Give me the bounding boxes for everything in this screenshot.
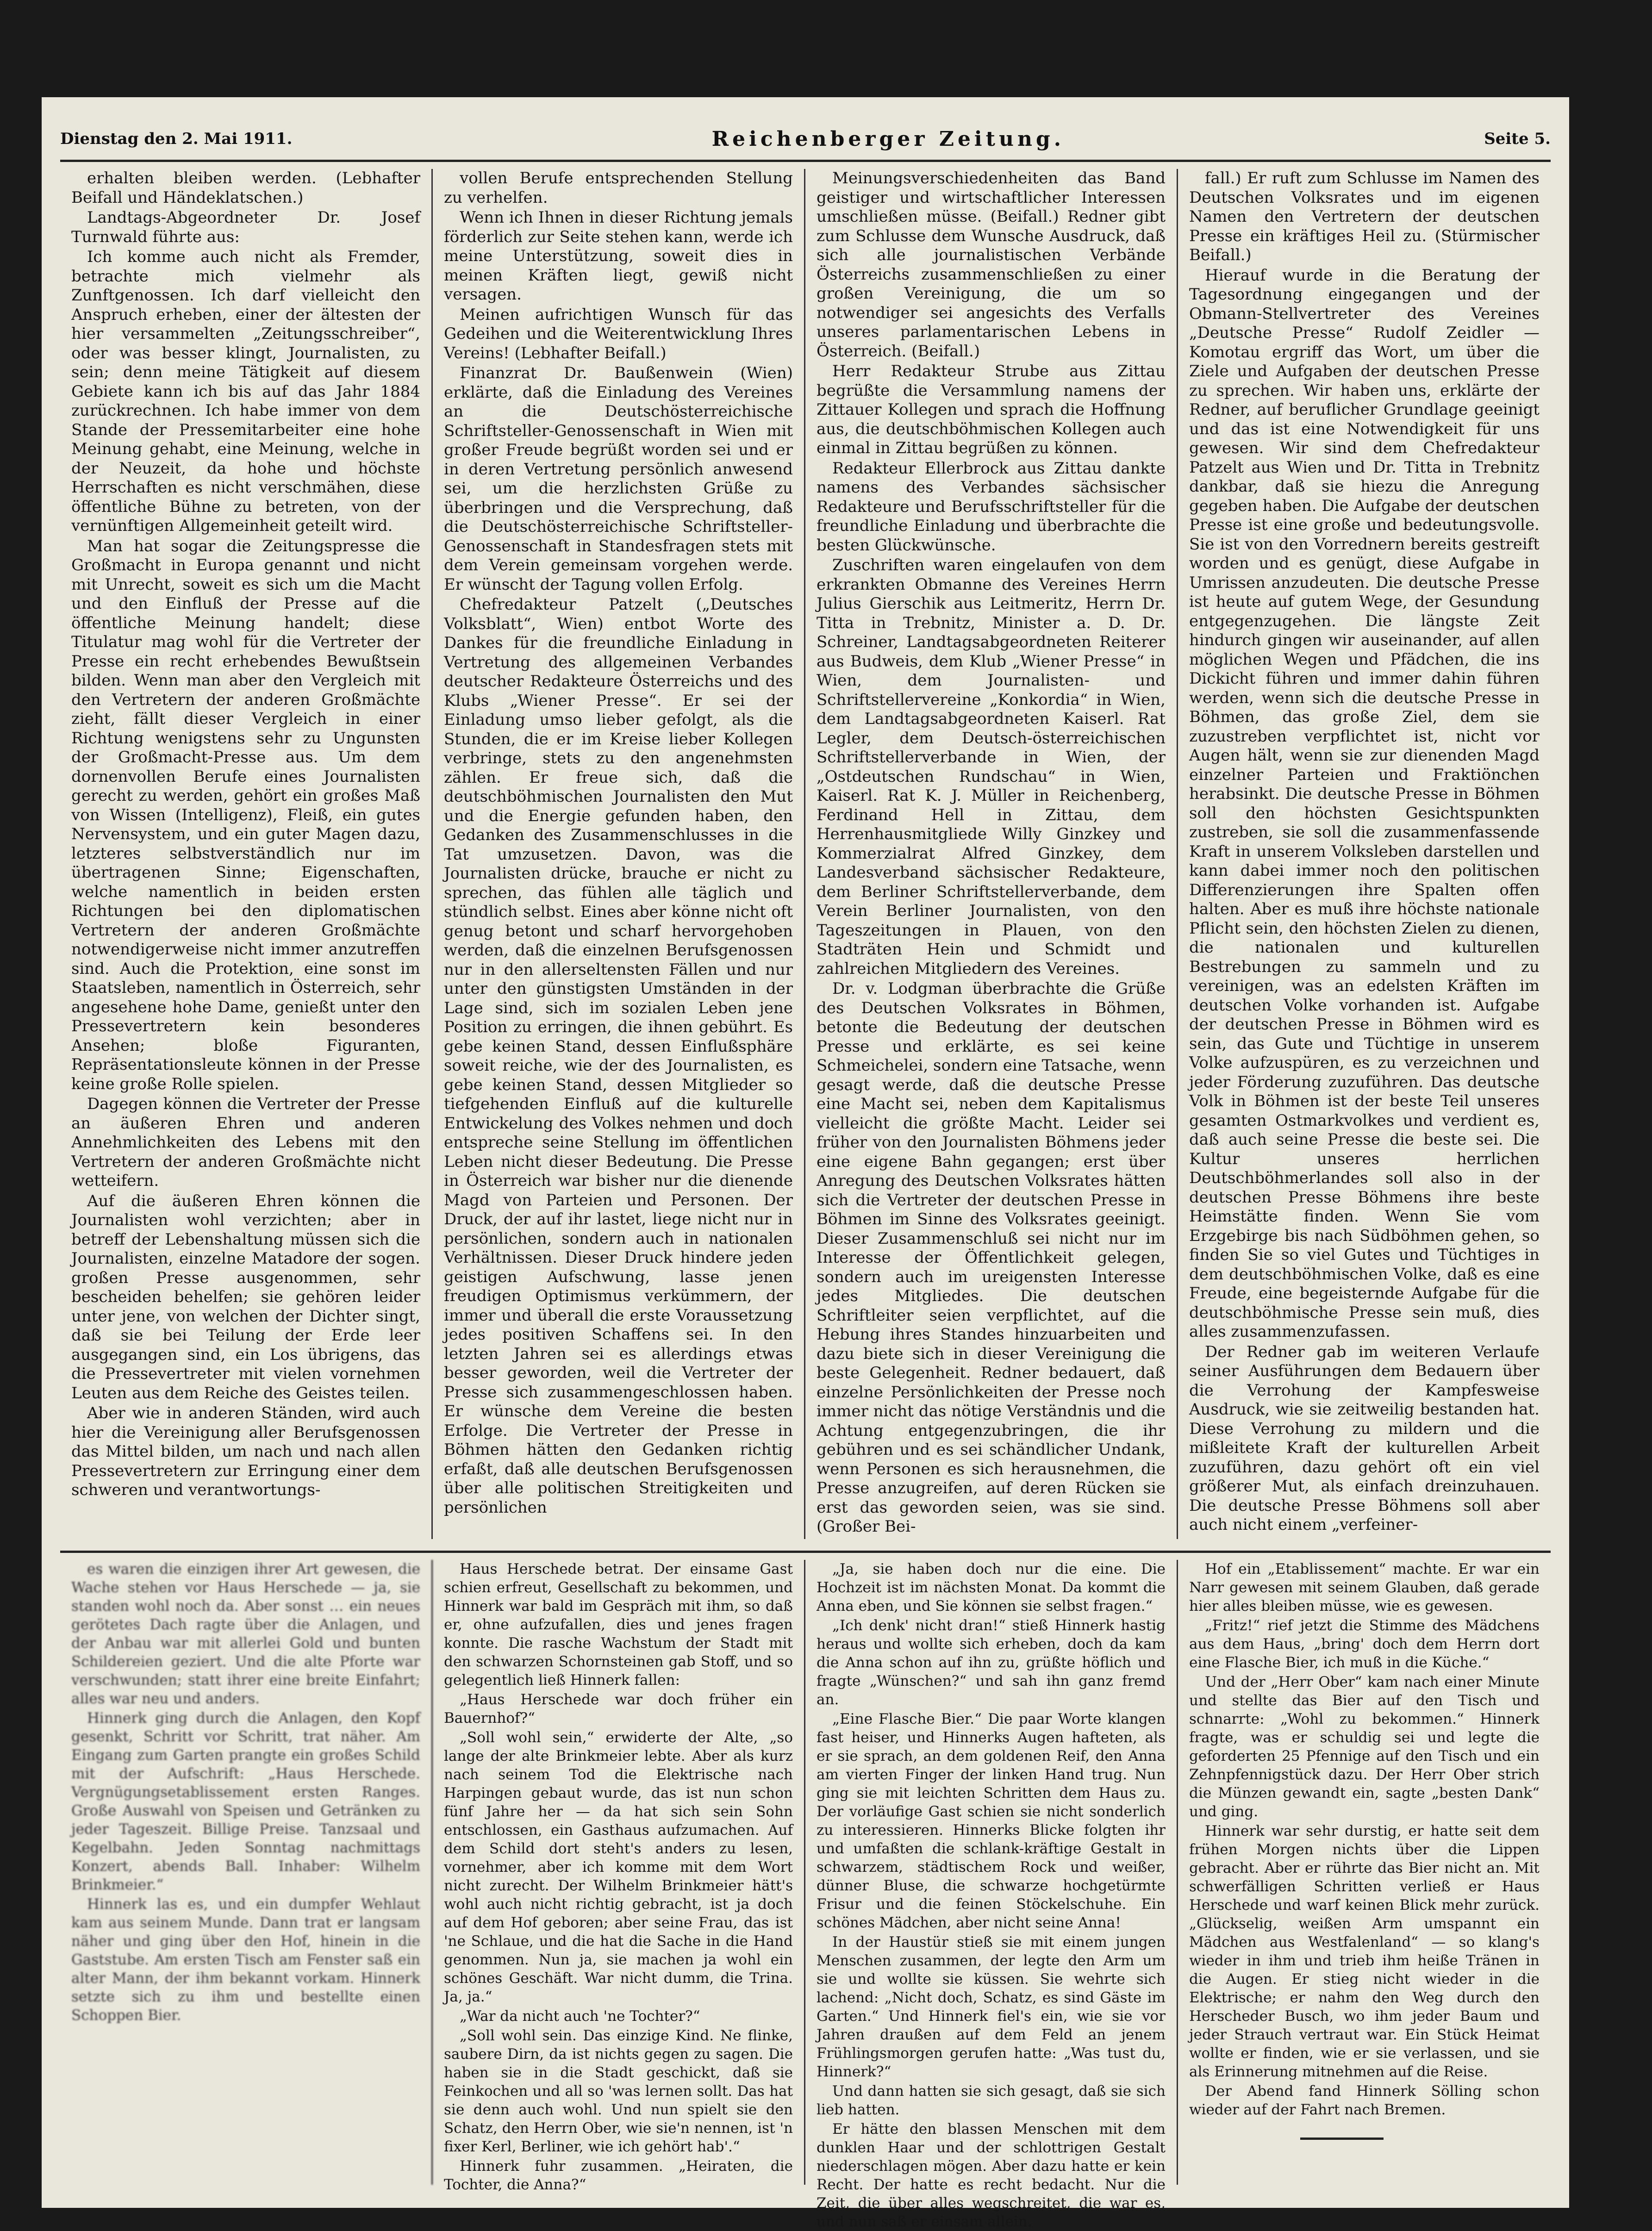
paragraph: Ich komme auch nicht als Fremder, betrachte mich vielmehr als Zunftgenossen. Ich darf vielleicht den Anspruch erheben, einer der ältesten der hier versammelten „Zeitungsschreiber“, oder was besser klingt, Journalisten, zu sein; denn meine Tätigkeit auf diesem Gebiete kann ich bis auf das Jahr 1884 zurückrechnen. Ich habe immer von dem Stande der Pressemitarbeiter eine hohe Meinung gehabt, eine Meinung, welche in der Neuzeit, da hohe und höchste Herrschaften es nicht verschmähen, diese öffentliche Bühne zu betreten, von der vernünftigen Allgemeinheit geteilt wird. [71,248,420,535]
paragraph: Hierauf wurde in die Beratung der Tagesordnung eingegangen und der Obmann-Stellvertreter des Vereines „Deutsche Presse“ Rudolf Zeidler — Komotau ergriff das Wort, um über die Ziele und Aufgaben der deutschen Presse zu sprechen. Wir haben uns, erklärte der Redner, auf beruflicher Grundlage geeinigt und das ist eine Notwendigkeit für uns gewesen. Wir sind dem Chefredakteur Patzelt aus Wien und Dr. Titta in Trebnitz dankbar, daß sie hiezu die Anregung gegeben haben. Die Aufgabe der deutschen Presse ist eine große und bedeutungsvolle. Sie ist von den Vorrednern bereits gestreift worden und es genügt, diese Aufgabe in Umrissen anzudeuten. Die deutsche Presse ist heute auf gutem Wege, der Gesundung entgegenzugehen. Die längste Zeit hindurch gingen wir auseinander, auf allen möglichen Wegen und Pfädchen, die ins Dickicht führen und immer dahin führen werden, wenn sich die deutsche Presse in Böhmen, das große Ziel, dem sie zuzustreben verpflichtet ist, nicht vor Augen hält, wenn sie zur dienenden Magd einzelner Parteien und Fraktiönchen herabsinkt. Die deutsche Presse in Böhmen soll den höchsten Gesichtspunkten zustreben, sie soll die zusammenfassende Kraft in unserem Volksleben darstellen und kann dabei immer noch den politischen Differenzierungen ihre Spalten offen halten. Aber es muß ihre höchste nationale Pflicht sein, den höchsten Zielen zu dienen, die nationalen und kulturellen Bestrebungen zu sammeln und zu vereinigen, was an edelsten Kräften im deutschen Volke vorhanden ist. Aufgabe der deutschen Presse in Böhmen wird es sein, das Gute und Tüchtige in unserem Volke aufzuspüren, es zu verzeichnen und jeder Förderung zuzuführen. Das deutsche Volk in Böhmen ist der beste Teil unseres gesamten Ostmarkvolkes und verdient es, daß auch seine Presse die beste sei. Die Kultur unseres herrlichen Deutschböhmerlandes soll also in der deutschen Presse Böhmens ihre beste Heimstätte finden. Wenn Sie vom Erzgebirge bis nach Südböhmen gehen, so finden Sie so viel Gutes und Tüchtiges in dem deutschböhmischen Volke, daß es eine Freude, eine begeisternde Aufgabe für die deutschböhmische Presse sein muß, dies alles zusammenzufassen. [1189,266,1540,1341]
paragraph: „Eine Flasche Bier.“ Die paar Worte klangen fast heiser, und Hinnerks Augen hafteten, als er sie sprach, an dem goldenen Reif, den Anna am vierten Finger der linken Hand trug. Nun ging sie mit leichten Schritten dem Haus zu. Der vorläufige Gast schien sie nicht sonderlich zu interessieren. Hinnerks Blicke folgten ihr und umfaßten die schlank-kräftige Gestalt in schwarzem, städtischem Rock und weißer, dünner Bluse, die schwarze hochgetürmte Frisur und die feinen Stöckelschuhe. Ein schönes Mädchen, aber nicht seine Anna! [817,1711,1166,1931]
feuilleton-section [60,1560,1551,2230]
paragraph: es waren die einzigen ihrer Art gewesen, die Wache stehen vor Haus Herschede — ja, sie standen wohl noch da. Aber sonst … ein neues gerötetes Dach ragte über die Anlagen, und der Anbau war mit allerlei Gold und bunten Schildereien geziert. Und die alte Pforte war verschwunden; statt ihrer eine breite Einfahrt; alles war neu und anders. [71,1561,420,1707]
paragraph: Meinungsverschiedenheiten das Band geistiger und wirtschaftlicher Interessen umschließen müsse. (Beifall.) Redner gibt zum Schlusse dem Wunsche Ausdruck, daß sich alle journalistischen Verbände Österreichs zusammenschließen zu einer großen Vereinigung, die um so notwendiger sei angesichts des Verfalls unseres parlamentarischen Lebens in Österreich. (Beifall.) [817,169,1166,361]
paragraph: Und der „Herr Ober“ kam nach einer Minute und stellte das Bier auf den Tisch und schnarrte: „Wohl zu bekommen.“ Hinnerk fragte, was er schuldig sei und legte die geforderten 25 Pfennige auf den Tisch und ein Zehnpfennigstück dazu. Der Herr Ober strich die Münzen gewandt ein, sagte „besten Dank“ und ging. [1189,1674,1540,1820]
paragraph: Hof ein „Etablissement“ machte. Er war ein Narr gewesen mit seinem Glauben, daß gerade hier alles bleiben müsse, wie es gewesen. [1189,1561,1540,1614]
paragraph: Zuschriften waren eingelaufen von dem erkrankten Obmanne des Vereines Herrn Julius Gierschik aus Leitmeritz, Herrn Dr. Titta in Trebnitz, Minister a. D. Dr. Schreiner, Landtagsabgeordneten Reiterer aus Budweis, dem Klub „Wiener Presse“ in Wien, dem Journalisten- und Schriftstellervereine „Konkordia“ in Wien, dem Landtagsabgeordneten Kaiserl. Rat Legler, dem Deutsch-österreichischen Schriftstellerverbande in Wien, der „Ostdeutschen Rundschau“ in Wien, Kaiserl. Rat K. J. Müller in Reichenberg, Ferdinand Hell in Zittau, dem Herrenhausmitgliede Willy Ginzkey und Kommerzialrat Alfred Ginzkey, dem Landesverband sächsischer Redakteure, dem Berliner Schriftstellerverbande, dem Verein Berliner Journalisten, von den Tageszeitungen in Plauen, von den Stadträten Hein und Schmidt und zahlreichen Mitgliedern des Vereines. [817,556,1166,978]
upper-column-3 [805,169,1178,1539]
upper-column-1 [60,169,433,1539]
paragraph: fall.) Er ruft zum Schlusse im Namen des Deutschen Volksrates und im eigenen Namen den Vertretern der deutschen Presse ein kräftiges Heil zu. (Stürmischer Beifall.) [1189,169,1540,264]
paragraph: „War da nicht auch 'ne Tochter?“ [460,2008,700,2025]
feuilleton-column-3 [805,1560,1178,2230]
paragraph: In der Haustür stieß sie mit einem jungen Menschen zusammen, der legte den Arm um sie und wollte sie küssen. Sie wehrte sich lachend: „Nicht doch, Schatz, es sind Gäste im Garten.“ Und Hinnerk fiel's ein, wie sie vor Jahren draußen auf dem Feld an jenem Frühlingsmorgen gerufen hatte: „Was tust du, Hinnerk?“ [817,1934,1166,2080]
paragraph: Auf die äußeren Ehren können die Journalisten wohl verzichten; aber in betreff der Lebenshaltung müssen sich die Journalisten, einzelne Matadore der sogen. großen Presse ausgenommen, sehr bescheiden behelfen; sie gehören leider unter jene, von welchen der Dichter singt, daß sie bei Teilung der Erde leer ausgegangen sind, ein Los übrigens, das die Pressevertreter mit vielen vornehmen Leuten aus dem Reiche des Geistes teilen. [71,1191,420,1402]
upper-section [60,169,1551,1539]
paragraph: erhalten bleiben werden. (Lebhafter Beifall und Händeklatschen.) [71,169,420,207]
paragraph: Der Redner gab im weiteren Verlaufe seiner Ausführungen dem Bedauern über die Verrohung der Kampfesweise Ausdruck, wie sie zeitweilig bestanden hat. Diese Verrohung zu mildern und die mißleitete Kraft der kulturellen Arbeit zuzuführen, dazu gehört oft ein viel größerer Mut, als einfach dreinzuhauen. Die deutsche Presse Böhmens soll aber auch nicht einem „verfeiner- [1189,1342,1540,1534]
paragraph: „Haus Herschede war doch früher ein Bauernhof?“ [444,1691,793,1726]
paragraph: Hinnerk fuhr zusammen. „Heiraten, die Tochter, die Anna?“ [444,2158,793,2193]
feuilleton-column-2 [433,1560,805,2193]
issue-date: Dienstag den 2. Mai 1911. [60,130,293,148]
paragraph: Und dann hatten sie sich gesagt, daß sie sich lieb hatten. [817,2083,1166,2118]
paragraph: „Fritz!“ rief jetzt die Stimme des Mädchens aus dem Haus, „bring' doch dem Herrn dort eine Flasche Bier, ich muß in die Küche.“ [1189,1617,1540,1671]
paragraph: Hinnerk las es, und ein dumpfer Wehlaut kam aus seinem Munde. Dann trat er langsam näher und ging über den Hof, hinein in die Gaststube. Am ersten Tisch am Fenster saß ein alter Mann, der ihm bekannt vorkam. Hinnerk setzte sich zu ihm und bestellte einen Schoppen Bier. [71,1896,420,2024]
paragraph: Redakteur Ellerbrock aus Zittau dankte namens des Verbandes sächsischer Redakteure und Berufsschriftsteller für die freundliche Einladung und überbrachte die besten Glückwünsche. [817,459,1166,555]
feuilleton-column-1 [60,1560,433,2185]
feuilleton-column-4 [1178,1560,1551,2185]
paragraph: Hinnerk war sehr durstig, er hatte seit dem frühen Morgen nichts über die Lippen gebracht. Aber er rührte das Bier nicht an. Mit schwerfälligen Schritten verließ er Haus Herschede und warf keinen Blick mehr zurück. „Glückselig, weißen Arm umspannt ein Mädchen aus Westfalenland“ — so klang's wieder in ihm und trieb ihm heiße Tränen in die Augen. Er stieg nicht wieder in die Elektrische; er nahm den Weg durch den Herscheder Busch, wo ihm jeder Baum und jeder Strauch vertraut war. Ein Stück Heimat wollte er finden, wie er sie verlassen, und sie als Erinnerung mitnehmen auf die Reise. [1189,1823,1540,2080]
upper-column-4 [1178,169,1551,1539]
page-number: Seite 5. [1484,130,1551,148]
paragraph: Herr Redakteur Strube aus Zittau begrüßte die Versammlung namens der Zittauer Kollegen und sprach die Hoffnung aus, die deutschböhmischen Kollegen auch einmal in Zittau begrüßen zu können. [817,362,1166,457]
paragraph: Haus Herschede betrat. Der einsame Gast schien erfreut, Gesellschaft zu bekommen, und Hinnerk war bald im Gespräch mit ihm, so daß er, ohne aufzufallen, dies und jenes fragen konnte. Die rasche Wachstum der Stadt mit den schwarzen Schornsteinen gab Stoff, und so gelegentlich ließ Hinnerk fallen: [444,1561,793,1689]
paragraph: „Ich denk' nicht dran!“ stieß Hinnerk hastig heraus und wollte sich erheben, doch da kam die Anna schon auf ihn zu, grüßte höflich und fragte „Wünschen?“ und sah ihn ganz fremd an. [817,1617,1166,1708]
section-divider [60,1551,1551,1553]
paragraph: Finanzrat Dr. Baußenwein (Wien) erklärte, daß die Einladung des Vereines an die Deutschösterreichische Schriftsteller-Genossenschaft in Wien mit großer Freude begrüßt worden sei und er in deren Vertretung persönlich anwesend sei, um die herzlichsten Grüße zu überbringen und die Versprechung, daß die Deutschösterreichische Schriftsteller-Genossenschaft in Standesfragen stets mit dem Verein gemeinsam vorgehen werde. Er wünscht der Tagung vollen Erfolg. [444,364,793,594]
page-header [60,118,1551,162]
paragraph: „Soll wohl sein. Das einzige Kind. Ne flinke, saubere Dirn, da ist nichts gegen zu sagen. Die haben sie in die Stadt geschickt, daß sie Feinkochen und all so 'was lernen sollt. Das hat sie denn auch wohl. Und nun spielt sie den Schatz, den Herrn Ober, wie sie'n nennen, ist 'n fixer Kerl, Berliner, wie ich gehört hab'.“ [444,2027,793,2155]
paragraph: vollen Berufe entsprechenden Stellung zu verhelfen. [444,169,793,207]
upper-column-2 [433,169,805,1539]
masthead-title: Reichenberger Zeitung. [711,127,1065,151]
paragraph: Dr. v. Lodgman überbrachte die Grüße des Deutschen Volksrates in Böhmen, betonte die Bedeutung der deutschen Presse und erklärte, es sei keine Schmeichelei, sondern eine Tatsache, wenn gesagt werde, daß die deutsche Presse eine Macht sei, neben dem Kapitalismus vielleicht die größte Macht. Leider sei früher von den Journalisten Böhmens jeder eine eigene Bahn gegangen; erst über Anregung des Deutschen Volksrates hätten sich die Vertreter der deutschen Presse in Böhmen im Sinne des Volksrates geeinigt. Dieser Zusammenschluß sei nicht nur im Interesse der Öffentlichkeit gelegen, sondern auch im ureigensten Interesse jedes Mitgliedes. Die deutschen Schriftleiter seien verpflichtet, auf die Hebung ihres Standes hinzuarbeiten und dazu biete sich in dieser Vereinigung die beste Gelegenheit. Redner bedauert, daß einzelne Persönlichkeiten der Presse noch immer nicht das nötige Verständnis und die Achtung entgegenzubringen, die ihr gebühren und es sei schändlicher Undank, wenn Personen es sich herausnehmen, die Presse anzugreifen, auf deren Rücken sie erst das geworden seien, was sie sind. (Großer Bei- [817,979,1166,1536]
paragraph: Der Abend fand Hinnerk Sölling schon wieder auf der Fahrt nach Bremen. [1189,2083,1540,2118]
paragraph: Dagegen können die Vertreter der Presse an äußeren Ehren und anderen Annehmlichkeiten des Lebens mit den Vertretern der anderen Großmächte nicht wetteifern. [71,1095,420,1190]
paragraph: Hinnerk ging durch die Anlagen, den Kopf gesenkt, Schritt vor Schritt, trat näher. Am Eingang zum Garten prangte ein großes Schild mit der Aufschrift: „Haus Herschede. Vergnügungsetablissement ersten Ranges. Große Auswahl von Speisen und Getränken zu jeder Tageszeit. Billige Preise. Tanzsaal und Kegelbahn. Jeden Sonntag nachmittags Konzert, abends Ball. Inhaber: Wilhelm Brinkmeier.“ [71,1710,420,1893]
paragraph: Landtags-Abgeordneter Dr. Josef Turnwald führte aus: [71,208,420,246]
end-of-article-rule [1300,2138,1384,2140]
paragraph: Man hat sogar die Zeitungspresse die Großmacht in Europa genannt und nicht mit Unrecht, soweit es sich um die Macht und den Einfluß der Presse auf die öffentliche Meinung handelt; diese Titulatur mag wohl für die Vertreter der Presse ein recht erhebendes Bewußtsein bilden. Wenn man aber den Vergleich mit den Vertretern der anderen Großmächte zieht, fällt dieser Vergleich in einer Richtung wenigstens sehr zu Ungunsten der Großmacht-Presse aus. Um dem dornenvollen Berufe eines Journalisten gerecht zu werden, gehört ein großes Maß von Wissen (Intelligenz), Fleiß, ein gutes Nervensystem, und ein guter Magen dazu, letzteres selbstverständlich nur im übertragenen Sinne; Eigenschaften, welche namentlich in beiden ersten Richtungen bei den diplomatischen Vertretern der anderen Großmächte notwendigerweise nicht immer anzutreffen sind. Auch die Protektion, eine sonst im Staatsleben, namentlich in Österreich, sehr angesehene hohe Dame, genießt unter den Pressevertretern kein besonderes Ansehen; bloße Figuranten, Repräsentationsleute können in der Presse keine große Rolle spielen. [71,536,420,1093]
paragraph: Chefredakteur Patzelt („Deutsches Volksblatt“, Wien) entbot Worte des Dankes für die freundliche Einladung in Vertretung des allgemeinen Verbandes deutscher Redakteure Österreichs und des Klubs „Wiener Presse“. Er sei der Einladung umso lieber gefolgt, als die Stunden, die er im Kreise lieber Kollegen verbringe, stets zu den angenehmsten zählen. Er freue sich, daß die deutschböhmischen Journalisten den Mut und die Energie gefunden haben, den Gedanken des Zusammenschlusses in die Tat umzusetzen. Davon, was die Journalisten drücke, brauche er nicht zu sprechen, das fühlen alle täglich und stündlich selbst. Eines aber könne nicht oft genug betont und scharf hervorgehoben werden, daß die einzelnen Berufsgenossen nur in den allerseltensten Fällen und nur unter den günstigsten Umständen in der Lage sind, sich im sozialen Leben jene Position zu erringen, die ihnen gebührt. Es gebe keinen Stand, dessen Einflußsphäre soweit reiche, wie der des Journalisten, es gebe keinen Stand, dessen Mitglieder so tiefgehenden Einfluß auf die kulturelle Entwickelung des Volkes nehmen und doch entspreche seine Stellung im öffentlichen Leben nicht dieser Bedeutung. Die Presse in Österreich war bisher nur die dienende Magd von Parteien und Personen. Der Druck, der auf ihr lastet, liege nicht nur in persönlichen, sondern auch in nationalen Verhältnissen. Dieser Druck hindere jeden geistigen Aufschwung, lasse jenen freudigen Optimismus verkümmern, der immer und überall die erste Voraussetzung jedes positiven Schaffens sei. In den letzten Jahren sei es allerdings etwas besser geworden, weil die Vertreter der Presse sich zusammengeschlossen haben. Er wünsche dem Vereine die besten Erfolge. Die Vertreter der Presse in Böhmen hätten den Gedanken richtig erfaßt, daß alle deutschen Berufsgenossen über alle politischen Streitigkeiten und persönlichen [444,595,793,1517]
newspaper-page [42,97,1569,2230]
paragraph: Er hätte den blassen Menschen mit dem dunklen Haar und der schlottrigen Gestalt niederschlagen mögen. Aber dazu hatte er kein Recht. Der hatte es recht bedacht. Nur die Zeit, die über alles wegschreitet, die war es, und nun saß er einsam allein. [817,2121,1166,2230]
paragraph: Aber wie in anderen Ständen, wird auch hier die Vereinigung aller Berufsgenossen das Mittel bilden, um nach und nach allen Pressevertretern zur Erringung einer dem schweren und verantwortungs- [71,1404,420,1499]
paragraph: „Soll wohl sein,“ erwiderte der Alte, „so lange der alte Brinkmeier lebte. Aber als kurz nach seinem Tod die Elektrische nach Harpingen gebaut wurde, das ist nun schon fünf Jahre her — da hat sich sein Sohn entschlossen, ein Gasthaus aufzumachen. Auf dem Schild dort steht's anders zu lesen, vornehmer, aber ich komme mit dem Wort nicht zurecht. Der Wilhelm Brinkmeier hätt's wohl auch nicht richtig gebracht, ist ja doch auf dem Hof geboren; aber seine Frau, das ist 'ne Schlaue, und die hat die Sache in die Hand genommen. Nun ja, sie machen ja wohl ein schönes Geschäft. War nicht dumm, die Trina. Ja, ja.“ [444,1729,793,2005]
paragraph: Meinen aufrichtigen Wunsch für das Gedeihen und die Weiterentwicklung Ihres Vereins! (Lebhafter Beifall.) [444,305,793,362]
paragraph: „Ja, sie haben doch nur die eine. Die Hochzeit ist im nächsten Monat. Da kommt die Anna eben, und Sie können sie selbst fragen.“ [817,1561,1166,1614]
paragraph: Wenn ich Ihnen in dieser Richtung jemals förderlich zur Seite stehen kann, werde ich meine Unterstützung, soweit dies in meinen Kräften liegt, gewiß nicht versagen. [444,208,793,304]
